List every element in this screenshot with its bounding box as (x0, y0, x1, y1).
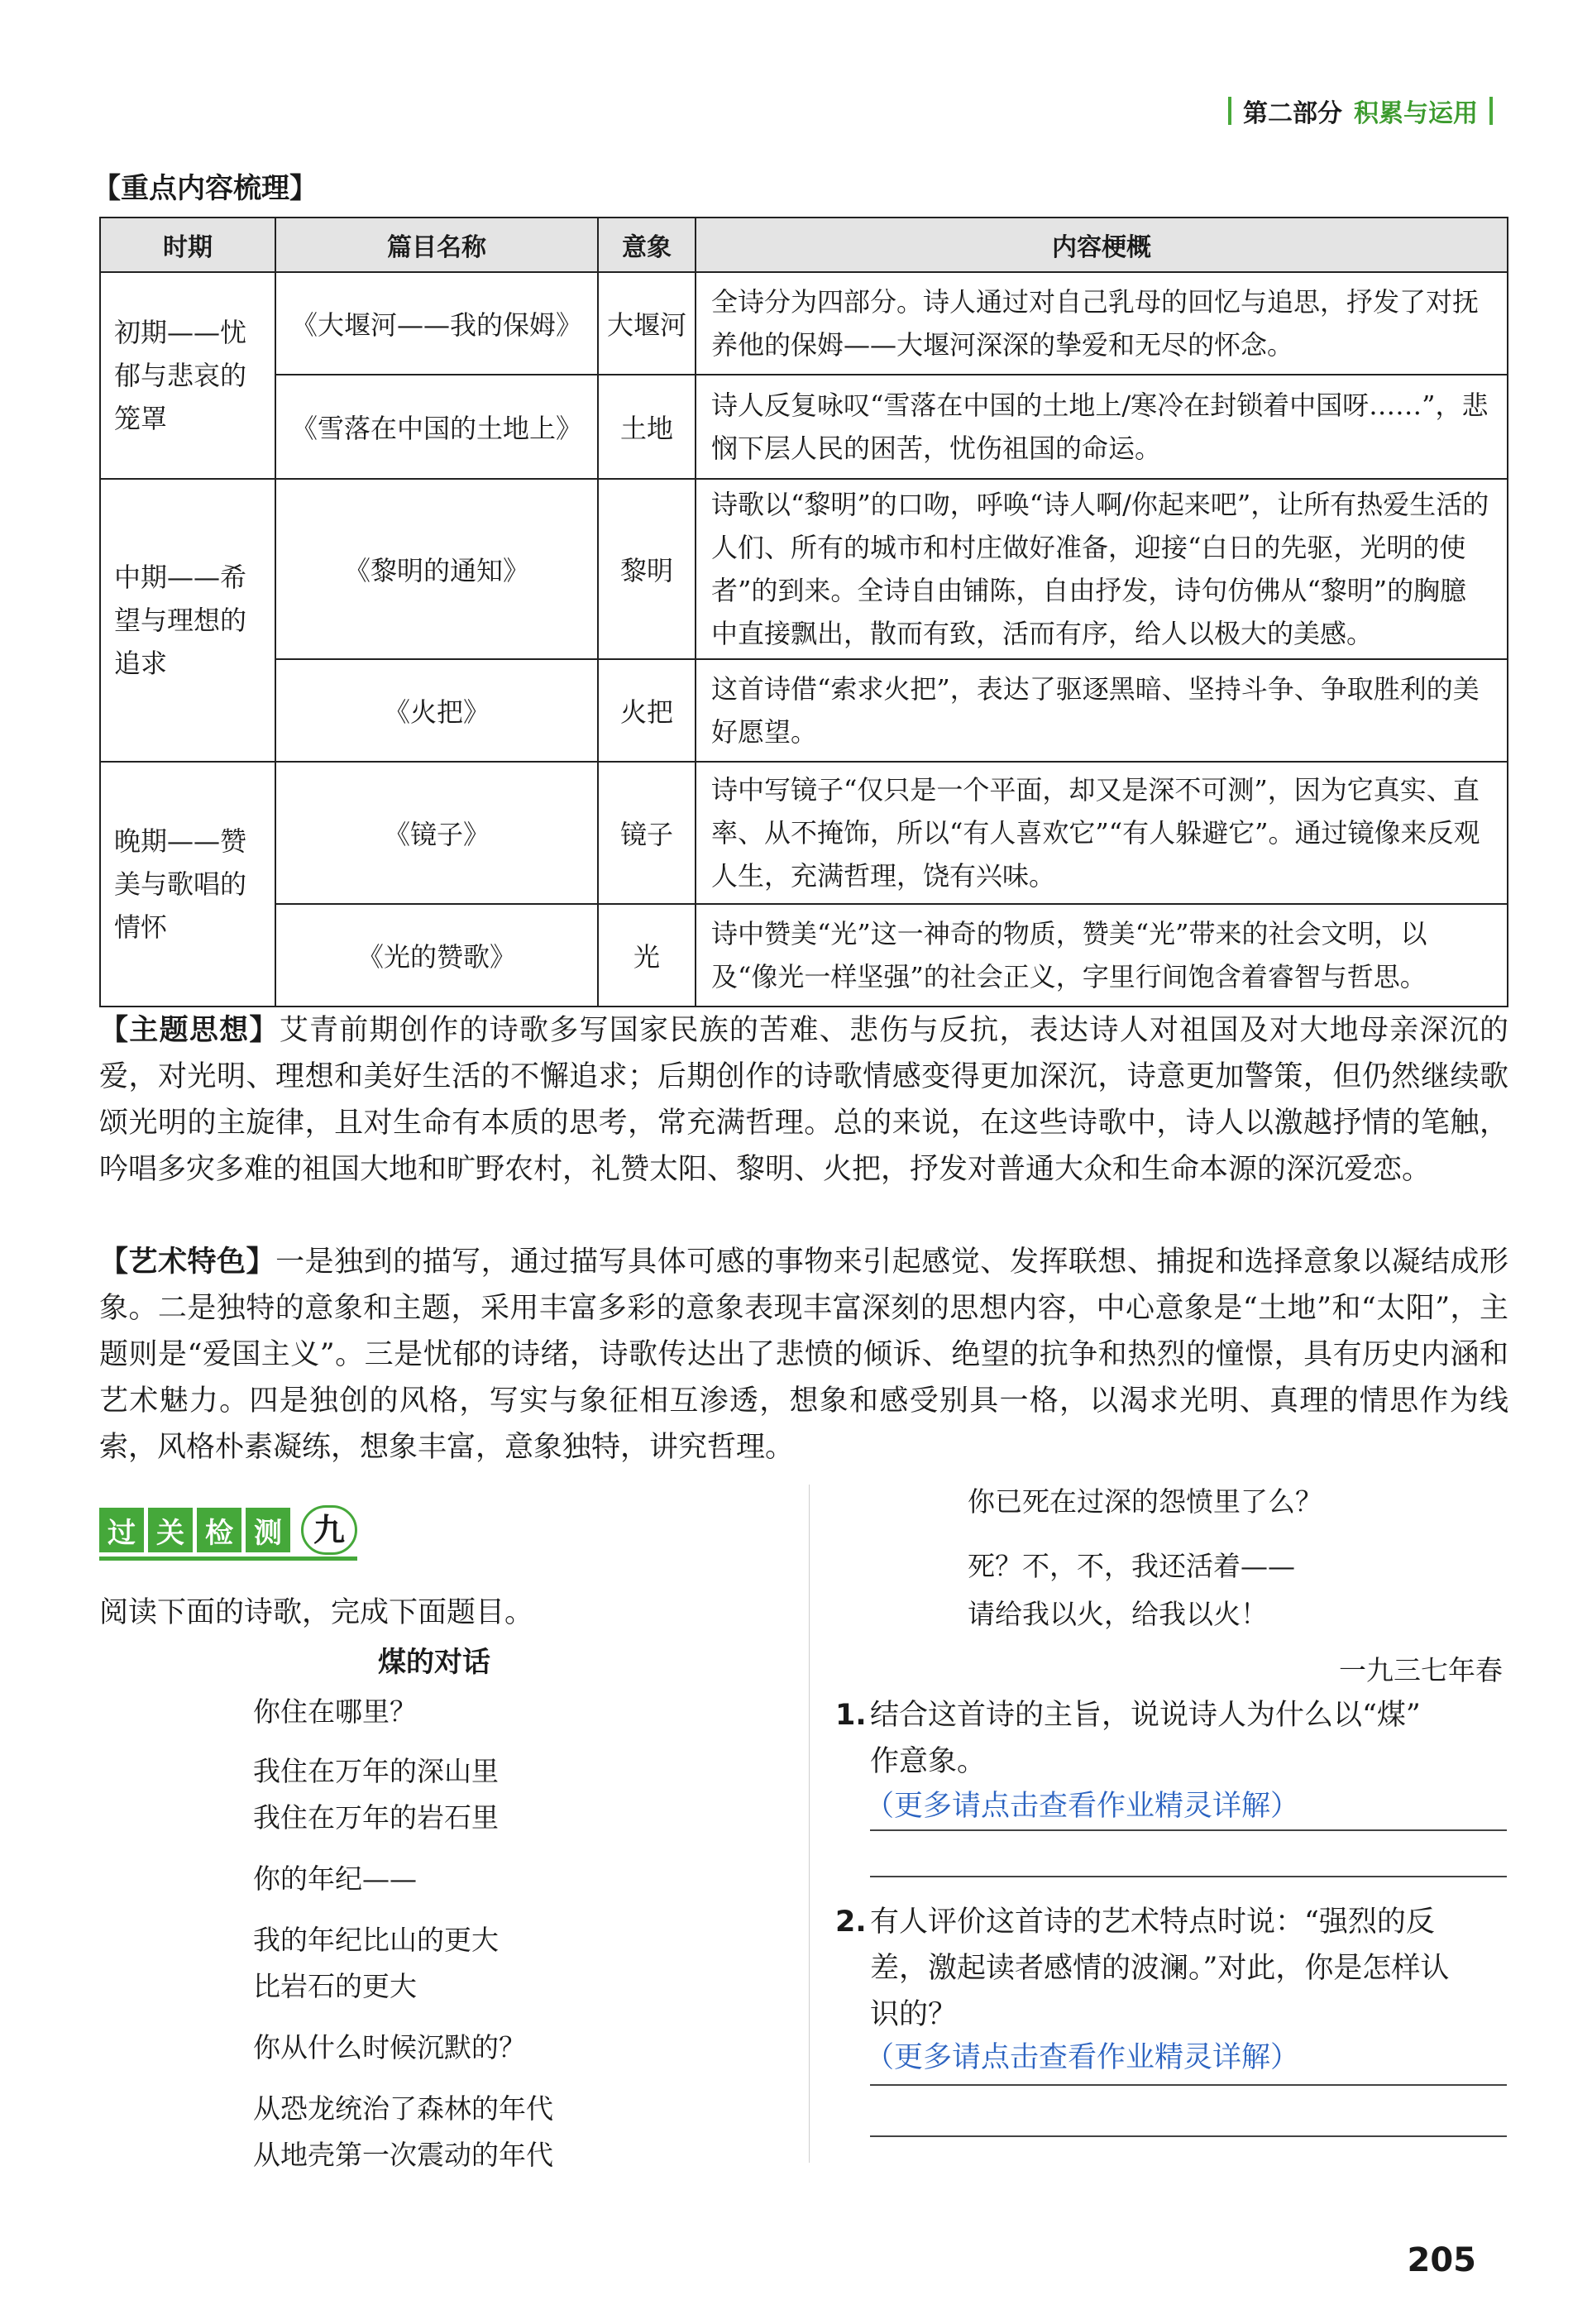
image-cell: 光 (598, 904, 696, 1007)
question-text: 识的？ (870, 1998, 958, 2031)
question-text: 作意象。 (870, 1745, 987, 1778)
title-cell: 《光的赞歌》 (275, 904, 598, 1007)
image-cell: 火把 (598, 659, 696, 762)
question-2 (835, 1899, 1449, 2038)
poem-line: 你已死在过深的怨愤里了么？ (968, 1485, 1322, 1518)
table-row (100, 375, 1508, 479)
poem-line: 我住在万年的岩石里 (253, 1801, 499, 1834)
table-row (100, 762, 1508, 904)
image-cell: 镜子 (598, 762, 696, 904)
poem-line: 比岩石的更大 (253, 1970, 417, 2002)
badge-char: 测 (246, 1508, 290, 1552)
table-row (100, 904, 1508, 1007)
question-1 (835, 1692, 1421, 1785)
desc-cell: 全诗分为四部分。诗人通过对自己乳母的回忆与追思，抒发了对抚养他的保姆——大堰河深深的挚爱和无尽的怀念。 (696, 272, 1508, 375)
header-bar-right (1489, 97, 1493, 125)
badge-number: 九 (301, 1505, 357, 1555)
instruction: 阅读下面的诗歌，完成下面题目。 (99, 1596, 534, 1629)
desc-cell: 诗中写镜子“仅只是一个平面，却又是深不可测”，因为它真实、直率、从不掩饰，所以“有人喜欢它”“有人躲避它”。通过镜像来反观人生，充满哲理，饶有兴味。 (696, 762, 1508, 904)
poem-line: 你住在哪里？ (253, 1695, 417, 1728)
question-text: 差，激起读者感情的波澜。”对此，你是怎样认 (870, 1952, 1450, 1985)
poem-line: 从恐龙统治了森林的年代 (253, 2092, 553, 2125)
poem-line: 我住在万年的深山里 (253, 1755, 499, 1787)
poem-title: 煤的对话 (378, 1646, 490, 1679)
table-header-row (100, 218, 1508, 272)
image-cell: 土地 (598, 375, 696, 479)
column-divider (809, 1485, 810, 2163)
table-row (100, 659, 1508, 762)
badge-char: 关 (148, 1508, 193, 1552)
image-cell: 大堰河 (598, 272, 696, 375)
summary-table (99, 217, 1508, 1007)
image-cell: 黎明 (598, 479, 696, 659)
title-cell: 《镜子》 (275, 762, 598, 904)
poem-line: 从地壳第一次震动的年代 (253, 2139, 553, 2171)
title-cell: 《雪落在中国的土地上》 (275, 375, 598, 479)
art-text: 一是独到的描写，通过描写具体可感的事物来引起感觉、发挥联想、捕捉和选择意象以凝结成形象。二是独特的意象和主题，采用丰富多彩的意象表现丰富深刻的思想内容，中心意象是“土地”和“太阳”，主题则是“爱国主义”。三是忧郁的诗绪，诗歌传达出了悲愤的倾诉、绝望的抗争和热烈的憧憬，具有历史内涵和艺术魅力。四是独创的风格，写实与象征相互渗透，想象和感受别具一格，以渴求光明、真理的情思作为线索，风格朴素凝练，想象丰富，意象独特，讲究哲理。 (99, 1246, 1508, 1464)
desc-cell: 诗人反复咏叹“雪落在中国的土地上/寒冷在封锁着中国呀……”，悲悯下层人民的困苦，忧伤祖国的命运。 (696, 375, 1508, 479)
theme-paragraph (99, 1007, 1508, 1193)
poem-line: 请给我以火，给我以火！ (968, 1598, 1268, 1630)
poem-date: 一九三七年春 (1339, 1654, 1503, 1686)
page-number: 205 (1407, 2241, 1476, 2279)
title-cell: 《大堰河——我的保姆》 (275, 272, 598, 375)
answer-line[interactable] (870, 2135, 1507, 2137)
badge-char: 检 (197, 1508, 241, 1552)
header-period: 时期 (100, 218, 275, 272)
header-bar-left (1228, 97, 1231, 125)
poem-line: 你的年纪—— (253, 1863, 417, 1895)
desc-cell: 这首诗借“索求火把”，表达了驱逐黑暗、坚持斗争、争取胜利的美好愿望。 (696, 659, 1508, 762)
badge-underline (99, 1557, 357, 1561)
art-label: 【艺术特色】 (99, 1246, 276, 1279)
running-header (1228, 93, 1493, 129)
answer-line[interactable] (870, 1876, 1507, 1877)
question-text: 有人评价这首诗的艺术特点时说：“强烈的反 (870, 1906, 1435, 1939)
explanation-link[interactable]: （更多请点击查看作业精灵详解） (865, 2041, 1300, 2074)
header-title: 篇目名称 (275, 218, 598, 272)
header-part: 第二部分 (1243, 99, 1342, 128)
answer-line[interactable] (870, 2084, 1507, 2086)
poem-line: 我的年纪比山的更大 (253, 1924, 499, 1956)
poem-line: 你从什么时候沉默的？ (253, 2031, 526, 2063)
desc-cell: 诗歌以“黎明”的口吻，呼唤“诗人啊/你起来吧”，让所有热爱生活的人们、所有的城市和村庄做好准备，迎接“白日的先驱，光明的使者”的到来。全诗自由铺陈，自由抒发，诗句仿佛从“黎明”的胸臆中直接飘出，散而有致，活而有序，给人以极大的美感。 (696, 479, 1508, 659)
period-cell: 晚期——赞美与歌唱的情怀 (100, 762, 275, 1007)
desc-cell: 诗中赞美“光”这一神奇的物质，赞美“光”带来的社会文明，以及“像光一样坚强”的社会正义，字里行间饱含着睿智与哲思。 (696, 904, 1508, 1007)
theme-label: 【主题思想】 (99, 1014, 280, 1047)
summary-label: 【重点内容梳理】 (93, 172, 318, 205)
question-number: 1. (835, 1699, 867, 1732)
table-row (100, 272, 1508, 375)
explanation-link[interactable]: （更多请点击查看作业精灵详解） (865, 1790, 1300, 1823)
table-row (100, 479, 1508, 659)
test-badge (99, 1505, 357, 1555)
header-section: 积累与运用 (1354, 99, 1478, 128)
title-cell: 《黎明的通知》 (275, 479, 598, 659)
period-cell: 初期——忧郁与悲哀的笼罩 (100, 272, 275, 479)
poem-line: 死？不，不，我还活着—— (968, 1550, 1295, 1582)
question-text: 结合这首诗的主旨，说说诗人为什么以“煤” (870, 1699, 1421, 1732)
title-cell: 《火把》 (275, 659, 598, 762)
question-number: 2. (835, 1906, 867, 1939)
art-paragraph (99, 1239, 1508, 1470)
header-image: 意象 (598, 218, 696, 272)
theme-text: 艾青前期创作的诗歌多写国家民族的苦难、悲伤与反抗，表达诗人对祖国及对大地母亲深沉的爱，对光明、理想和美好生活的不懈追求；后期创作的诗歌情感变得更加深沉，诗意更加警策，但仍然继续歌颂光明的主旋律，且对生命有本质的思考，常充满哲理。总的来说，在这些诗歌中，诗人以激越抒情的笔触，吟唱多灾多难的祖国大地和旷野农村，礼赞太阳、黎明、火把，抒发对普通大众和生命本源的深沉爱恋。 (99, 1014, 1508, 1186)
header-summary: 内容梗概 (696, 218, 1508, 272)
answer-line[interactable] (870, 1829, 1507, 1831)
period-cell: 中期——希望与理想的追求 (100, 479, 275, 762)
badge-char: 过 (99, 1508, 144, 1552)
